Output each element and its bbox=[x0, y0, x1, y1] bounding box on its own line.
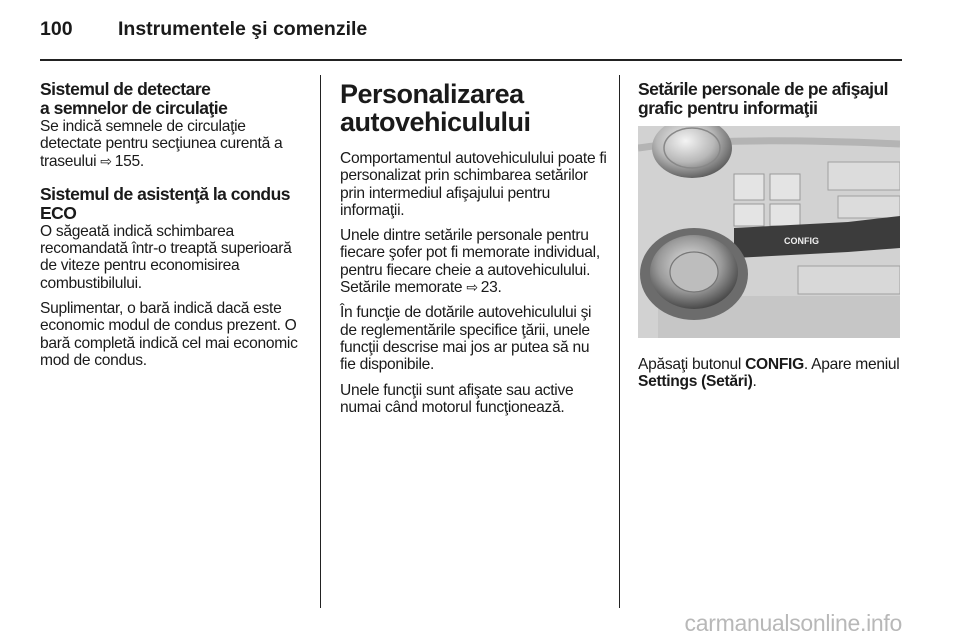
page-number: 100 bbox=[40, 18, 73, 40]
page-reference: ⇨ 23. bbox=[466, 279, 501, 296]
settings-menu-name: Settings (Setări) bbox=[638, 373, 753, 391]
paragraph-4: Unele funcţii sunt afişate sau active numai când motorul funcţionează. bbox=[340, 381, 574, 416]
config-button-name: CONFIG bbox=[745, 356, 804, 373]
config-button-photo bbox=[638, 126, 900, 338]
eco-heading: Sistemul de asistenţă la condus ECO bbox=[40, 183, 290, 223]
eco-text-2: Suplimentar, o bară indică dacă este economic modul de condus prezent. O bară completă indică cel mai economic mod de condus. bbox=[40, 300, 298, 369]
paragraph-3: În funcţie de dotările autovehiculului şi de reglementările specifice ţării, unele funcţii descrise mai jos ar putea să nu fie disponibile. bbox=[340, 304, 592, 374]
column-divider-2 bbox=[619, 75, 620, 608]
eco-text: O săgeată indică schimbarea recomandată într-o treaptă superioară de viteze pentru economisirea combustibilului. bbox=[40, 222, 292, 292]
traffic-sign-text: Se indică semnele de circulaţie detectate pentru secţiunea curentă a traseului ⇨ 155. bbox=[40, 118, 308, 170]
column-2 bbox=[340, 80, 608, 416]
column-1 bbox=[40, 80, 308, 369]
config-photo-label: CONFIG bbox=[784, 236, 819, 246]
column-3 bbox=[638, 80, 906, 391]
watermark: carmanualsonline.info bbox=[684, 610, 902, 636]
paragraph-2: Unele dintre setările personale pentru fiecare şofer pot fi memorate individual, pentru fiecare cheie a autovehiculului. Setările memorate ⇨ 23. bbox=[340, 227, 608, 296]
header-rule bbox=[40, 59, 902, 61]
traffic-sign-heading: Sistemul de detectare a semnelor de circulaţie bbox=[40, 79, 228, 118]
column-divider-1 bbox=[320, 75, 321, 608]
paragraph-1: Comportamentul autovehiculului poate fi personalizat prin schimbarea setărilor prin intermediul afişajului pentru informaţii. bbox=[340, 150, 607, 219]
settings-heading: Setările personale de pe afişajul grafic pentru informaţii bbox=[638, 79, 888, 118]
section-title: Personalizarea autovehiculului bbox=[340, 79, 531, 137]
page-title: Instrumentele şi comenzile bbox=[118, 18, 368, 40]
page-reference: ⇨ 155. bbox=[100, 153, 144, 170]
config-instruction: Apăsaţi butonul CONFIG. Apare meniul Settings (Setări). bbox=[638, 356, 900, 391]
